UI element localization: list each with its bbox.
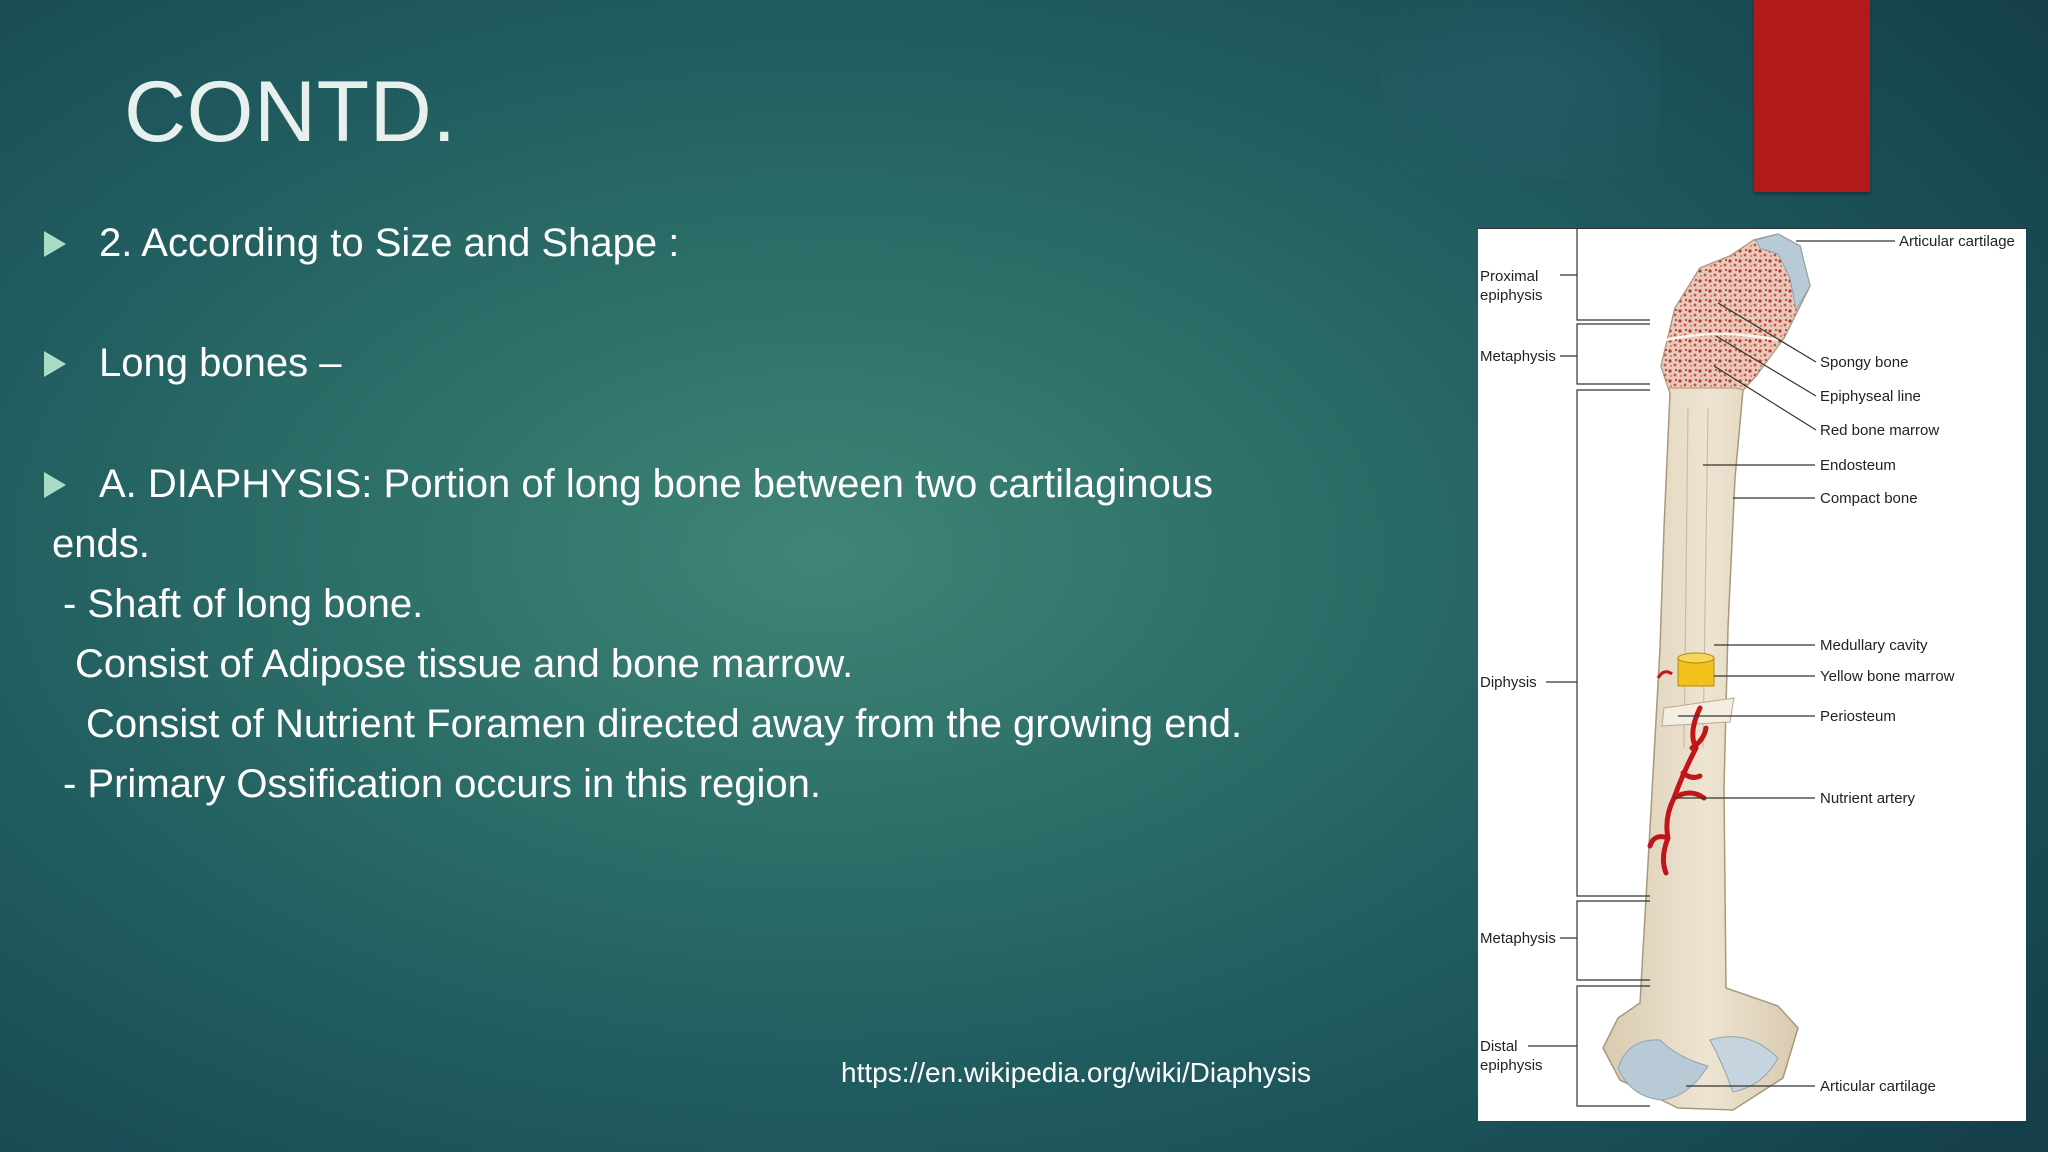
label-distal-epiphysis: epiphysis bbox=[1480, 1057, 1543, 1074]
red-accent-bar bbox=[1754, 0, 1870, 192]
bullet-arrow-icon bbox=[44, 472, 66, 498]
label-endosteum: Endosteum bbox=[1820, 457, 1896, 474]
label-red-bone-marrow: Red bone marrow bbox=[1820, 422, 1940, 439]
text-shaft: - Shaft of long bone. bbox=[63, 582, 424, 626]
bullet-arrow-icon bbox=[44, 351, 66, 377]
bullet-arrow-icon bbox=[44, 231, 66, 257]
yellow-bone-marrow bbox=[1678, 653, 1714, 686]
label-medullary-cavity: Medullary cavity bbox=[1820, 637, 1928, 654]
text-primary-ossification: - Primary Ossification occurs in this region. bbox=[63, 762, 822, 806]
label-nutrient-artery: Nutrient artery bbox=[1820, 790, 1916, 807]
slide-title: CONTD. bbox=[124, 64, 457, 160]
bullet-diaphysis: A. DIAPHYSIS: Portion of long bone between two cartilaginous bbox=[99, 462, 1213, 506]
label-epiphyseal-line: Epiphyseal line bbox=[1820, 388, 1921, 405]
label-distal: Distal bbox=[1480, 1038, 1518, 1055]
label-diphysis: Diphysis bbox=[1480, 674, 1537, 691]
source-url[interactable]: https://en.wikipedia.org/wiki/Diaphysis bbox=[841, 1057, 1311, 1088]
text-nutrient-foramen: Consist of Nutrient Foramen directed away from the growing end. bbox=[86, 702, 1243, 746]
label-metaphysis-bottom: Metaphysis bbox=[1480, 930, 1556, 947]
label-proximal: Proximal bbox=[1480, 268, 1539, 285]
label-metaphysis-top: Metaphysis bbox=[1480, 348, 1556, 365]
text-adipose: Consist of Adipose tissue and bone marrow. bbox=[75, 642, 854, 686]
label-articular-cartilage-top: Articular cartilage bbox=[1899, 233, 2015, 250]
long-bone-diagram bbox=[1478, 228, 2026, 1121]
text-ends: ends. bbox=[52, 522, 150, 566]
label-articular-cartilage-bottom: Articular cartilage bbox=[1820, 1078, 1936, 1095]
label-compact-bone: Compact bone bbox=[1820, 490, 1918, 507]
label-periosteum: Periosteum bbox=[1820, 708, 1896, 725]
label-spongy-bone: Spongy bone bbox=[1820, 354, 1909, 371]
bullet-long-bones: Long bones – bbox=[99, 341, 342, 385]
bullet-size-shape: 2. According to Size and Shape : bbox=[99, 221, 680, 265]
label-yellow-bone-marrow: Yellow bone marrow bbox=[1820, 668, 1955, 685]
label-proximal-epiphysis: epiphysis bbox=[1480, 287, 1543, 304]
